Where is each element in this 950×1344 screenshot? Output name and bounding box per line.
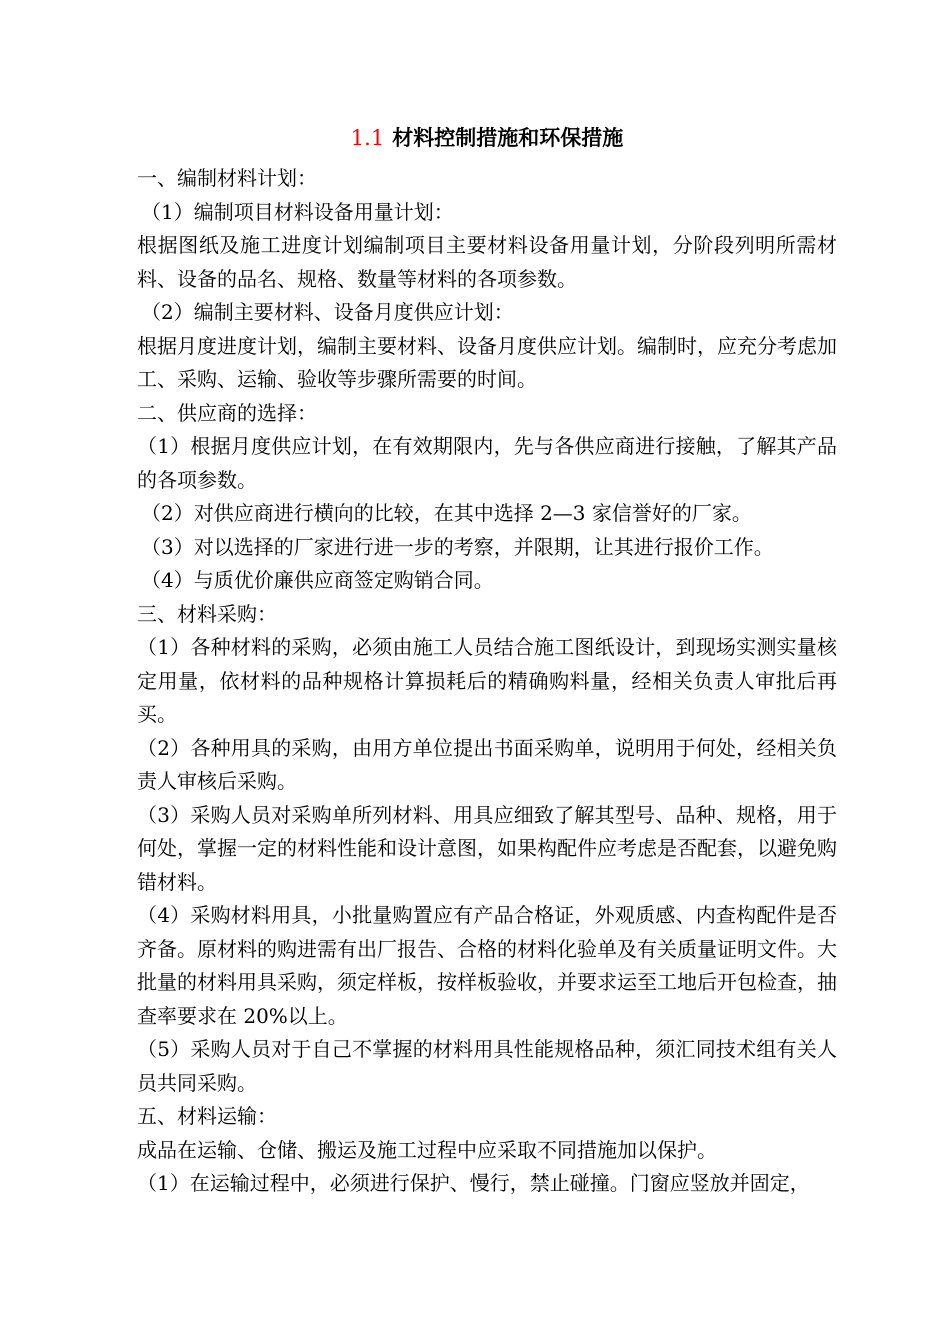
section-title: 材料控制措施和环保措施 (392, 125, 624, 150)
paragraph-supplier-4: （4）与质优价廉供应商签定购销合同。 (141, 568, 494, 592)
section-number: 1.1 (350, 126, 385, 150)
paragraph-equipment-plan: 根据图纸及施工进度计划编制项目主要材料设备用量计划，分阶段列明所需材料、设备的品名、规格、数量等材料的各项参数。 (137, 233, 837, 291)
paragraph-procurement-2: （2）各种用具的采购，由用方单位提出书面采购单，说明用于何处，经相关负责人审核后采购。 (137, 735, 837, 793)
paragraph-transport-intro: 成品在运输、仓储、搬运及施工过程中应采取不同措施加以保护。 (137, 1137, 717, 1162)
heading-procurement: 三、材料采购： (137, 601, 277, 626)
heading-material-plan: 一、编制材料计划： (137, 166, 317, 190)
paragraph-procurement-3: （3）采购人员对采购单所列材料、用具应细致了解其型号、品种、规格，用于何处，掌握一定的材料性能和设计意图，如果构配件应考虑是否配套，以避免购错材料。 (137, 802, 837, 894)
paragraph-procurement-1: （1）各种材料的采购，必须由施工人员结合施工图纸设计，到现场实测实量核定用量，依材料的品种规格计算损耗后的精确购料量，经相关负责人审批后再买。 (137, 635, 837, 726)
paragraph-procurement-5: （5）采购人员对于自己不掌握的材料用具性能规格品种，须汇同技术组有关人员共同采购。 (137, 1037, 837, 1095)
heading-supplier-selection: 二、供应商的选择： (137, 400, 317, 425)
paragraph-supplier-2: （2）对供应商进行横向的比较，在其中选择 2—3 家信誉好的厂家。 (141, 501, 752, 525)
paragraph-supplier-1: （1）根据月度供应计划，在有效期限内，先与各供应商进行接触，了解其产品的各项参数。 (137, 434, 837, 492)
paragraph-transport-1: （1）在运输过程中，必须进行保护、慢行，禁止碰撞。门窗应竖放并固定， (137, 1171, 810, 1195)
paragraph-procurement-4: （4）采购材料用具，小批量购置应有产品合格证，外观质感、内查构配件是否齐备。原材料的购进需有出厂报告、合格的材料化验单及有关质量证明文件。大批量的材料用具采购，须定样板，按样板验收，并要求运至工地后开包检查，抽查率要求在 20%以上。 (137, 903, 837, 1028)
paragraph-monthly-plan: 根据月度进度计划，编制主要材料、设备月度供应计划。编制时，应充分考虑加工、采购、运输、验收等步骤所需要的时间。 (137, 333, 837, 391)
paragraph-supplier-3: （3）对以选择的厂家进行进一步的考察，并限期，让其进行报价工作。 (141, 534, 774, 559)
subheading-monthly-plan: （2）编制主要材料、设备月度供应计划： (141, 300, 514, 324)
subheading-equipment-plan: （1）编制项目材料设备用量计划： (141, 199, 454, 224)
section-heading (137, 118, 837, 158)
document-page (137, 118, 837, 1201)
heading-transport: 五、材料运输： (137, 1104, 277, 1128)
